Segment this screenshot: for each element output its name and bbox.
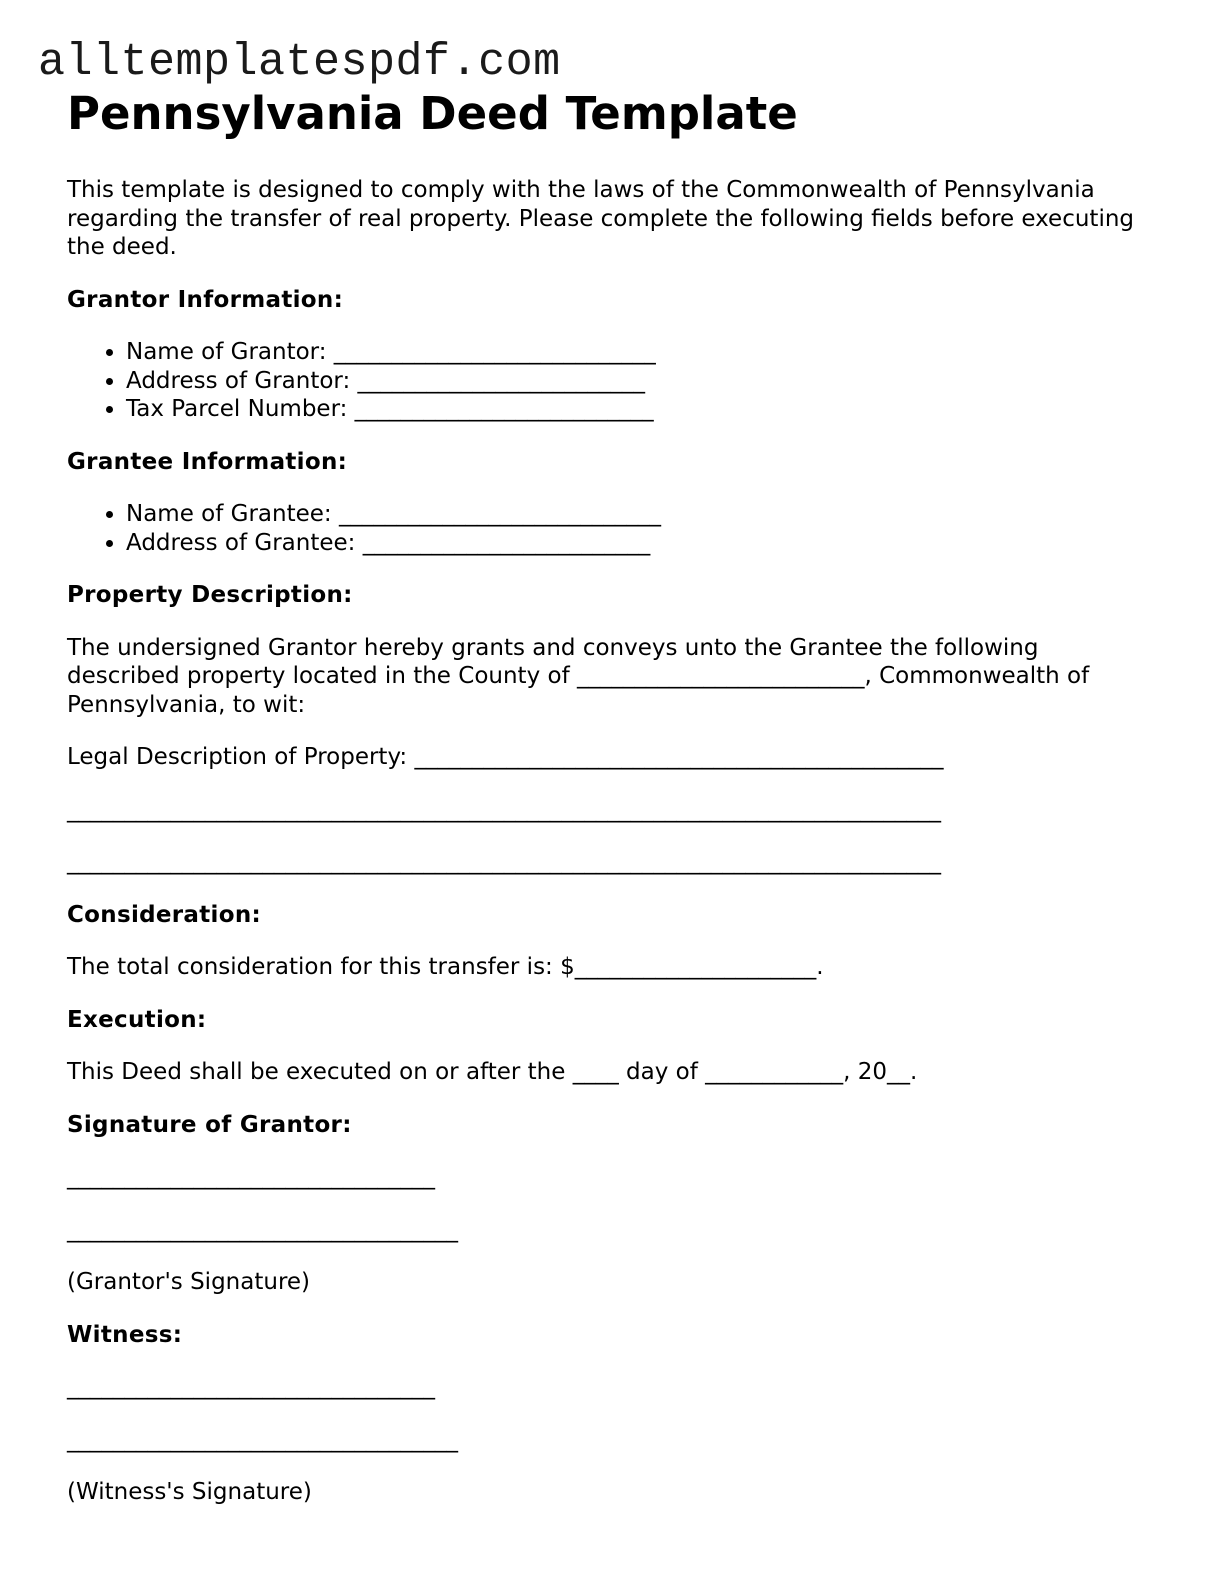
tax-parcel-field[interactable]: • Tax Parcel Number: __________________________ [126, 395, 1157, 424]
legal-description-line-2[interactable]: ____________________________________________________________________________ [67, 849, 941, 875]
grantor-list [67, 338, 1157, 424]
grantor-name-field[interactable]: • Name of Grantor: ____________________________ [126, 338, 1157, 367]
witness-heading: Witness: [67, 1321, 183, 1348]
execution-heading: Execution: [67, 1006, 207, 1033]
watermark: alltemplatespdf.com [38, 37, 561, 88]
grantee-address-field[interactable]: • Address of Grantee: _________________________ [126, 529, 1157, 558]
intro-paragraph: This template is designed to comply with the laws of the Commonwealth of Pennsylvania regarding the transfer of real property. Please complete the following fields before executing the deed. [67, 177, 1135, 260]
grantor-address-field[interactable]: • Address of Grantor: _________________________ [126, 367, 1157, 396]
grantor-signature-line-1[interactable]: ________________________________ [67, 1164, 435, 1190]
witness-signature-line-1[interactable]: ________________________________ [67, 1374, 435, 1400]
grantor-signature-line-2[interactable]: __________________________________ [67, 1216, 458, 1243]
deed-document [67, 86, 1157, 1531]
grantor-heading: Grantor Information: [67, 286, 344, 313]
legal-description-line-1[interactable]: ____________________________________________________________________________ [67, 796, 941, 823]
witness-signature-caption: (Witness's Signature) [67, 1479, 312, 1505]
consideration-heading: Consideration: [67, 901, 262, 928]
grantee-name-field[interactable]: • Name of Grantee: ____________________________ [126, 500, 1157, 529]
consideration-field[interactable]: The total consideration for this transfer is: $_____________________. [67, 954, 824, 980]
legal-description-field[interactable]: Legal Description of Property: ______________________________________________ [67, 744, 944, 770]
page-title: Pennsylvania Deed Template [67, 87, 798, 140]
grantor-signature-heading: Signature of Grantor: [67, 1111, 352, 1138]
property-heading: Property Description: [67, 582, 353, 608]
grantor-signature-caption: (Grantor's Signature) [67, 1269, 311, 1295]
grantee-heading: Grantee Information: [67, 448, 348, 475]
execution-date-field[interactable]: This Deed shall be executed on or after the ____ day of ____________, 20__. [67, 1059, 918, 1085]
property-paragraph: The undersigned Grantor hereby grants and conveys unto the Grantee the following described property located in the County of _________________________, Commonwealth of Pennsylvania, to wit: [67, 634, 1090, 718]
grantee-list [67, 500, 1157, 557]
witness-signature-line-2[interactable]: __________________________________ [67, 1426, 458, 1453]
